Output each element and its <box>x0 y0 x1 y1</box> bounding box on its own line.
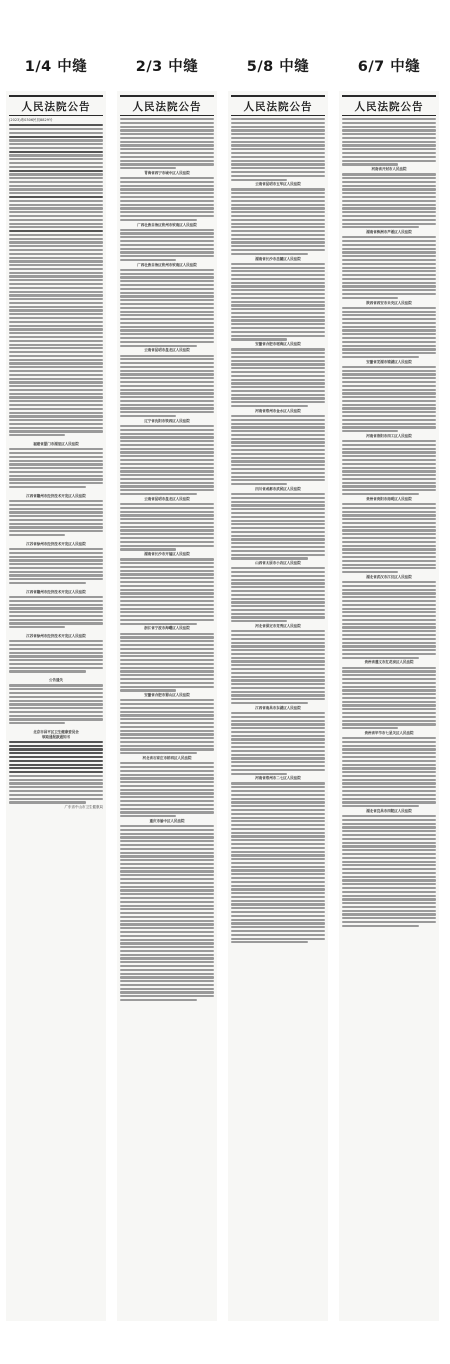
court-heading: 湖南省长沙市开福区人民法院 <box>144 552 190 557</box>
court-heading: 山西省太原市小店区人民法院 <box>255 561 301 566</box>
column-body <box>342 118 436 927</box>
newspaper-column-2-3 <box>117 91 217 1321</box>
column-body <box>231 118 325 943</box>
court-heading: 河南省郑州市金水区人民法院 <box>255 408 301 413</box>
court-heading: 河南省开封市人民法院 <box>371 167 407 172</box>
column-masthead: 人民法院公告 <box>231 95 325 116</box>
notice-title: 北京市昌平区卫生健康委员会 <box>33 730 79 735</box>
court-heading: 贵州省贵阳市南明区人民法院 <box>366 496 412 501</box>
court-heading: 陕西省西安市未央区人民法院 <box>366 300 412 305</box>
newspaper-column-1-4 <box>6 91 106 1321</box>
court-heading: 广西壮族自治区钦州市钦南区人民法院 <box>137 262 197 267</box>
court-heading: 安徽省合肥市瑶海区人民法院 <box>255 342 301 347</box>
court-heading: 河南省洛阳市西工区人民法院 <box>366 433 412 438</box>
court-heading: 江苏省徐州市经济技术开发区人民法院 <box>26 541 86 546</box>
court-heading: 云南省昆明市五华区人民法院 <box>255 182 301 187</box>
court-heading: 河北省石家庄市桥西区人民法院 <box>142 756 192 760</box>
newspaper-column-5-8 <box>228 91 328 1321</box>
column-label-2-3: 2/3 中缝 <box>135 59 199 75</box>
court-heading: 云南省昆明市盘龙区人民法院 <box>144 348 190 353</box>
column-body <box>9 118 103 810</box>
notice-subtitle: 领取通报款通知书 <box>42 734 70 739</box>
column-masthead: 人民法院公告 <box>342 95 436 116</box>
court-heading: 重庆市渝中区人民法院 <box>149 818 185 823</box>
column-masthead: 人民法院公告 <box>9 95 103 116</box>
court-heading: 河北省保定市竞秀区人民法院 <box>255 624 301 628</box>
court-heading: 湖北省武汉市江汉区人民法院 <box>366 574 412 579</box>
court-heading: 贵州省遵义市红花岗区人民法院 <box>364 660 414 665</box>
court-heading: 广西壮族自治区钦州市钦南区人民法院 <box>137 222 197 227</box>
section-heading: 公告遗失 <box>49 678 63 683</box>
court-heading: 湖南省长沙市岳麓区人民法院 <box>255 256 301 261</box>
column-label-5-8: 5/8 中缝 <box>246 59 310 75</box>
column-label-6-7: 6/7 中缝 <box>357 59 421 75</box>
court-heading: 浙江省宁波市海曙区人民法院 <box>144 626 190 631</box>
court-heading: 辽宁省沈阳市铁西区人民法院 <box>144 418 190 423</box>
column-body <box>120 118 214 1001</box>
footer-org: 广东省中山市卫生健康局 <box>64 805 103 810</box>
court-heading: 江西省赣州市经济技术开发区人民法院 <box>26 493 86 498</box>
court-heading: 四川省成都市武侯区人民法院 <box>255 486 301 491</box>
newspaper-column-6-7 <box>339 91 439 1321</box>
court-heading: 湖北省宜昌市西陵区人民法院 <box>366 808 412 813</box>
court-heading: 贵州省毕节市七星关区人民法院 <box>364 730 414 735</box>
court-heading: 江西省南昌市东湖区人民法院 <box>255 705 301 710</box>
court-heading: 河南省郑州市二七区人民法院 <box>255 776 301 781</box>
case-number: (2023)粤0306民初8829号 <box>9 118 53 122</box>
court-heading: 青海省西宁市城中区人民法院 <box>144 170 190 175</box>
court-heading: 安徽省合肥市蜀山区人民法院 <box>144 693 190 698</box>
court-heading: 云南省昆明市盘龙区人民法院 <box>144 496 190 501</box>
court-heading: 福建省厦门市湖里区人民法院 <box>33 442 79 447</box>
court-heading: 湖南省株洲市芦淞区人民法院 <box>366 230 412 235</box>
column-label-1-4: 1/4 中缝 <box>24 59 88 75</box>
column-masthead: 人民法院公告 <box>120 95 214 116</box>
court-heading: 江西省赣州市经济技术开发区人民法院 <box>26 589 86 594</box>
court-heading: 安徽省芜湖市镜湖区人民法院 <box>366 359 412 364</box>
court-heading: 江苏省徐州市经济技术开发区人民法院 <box>26 634 86 639</box>
